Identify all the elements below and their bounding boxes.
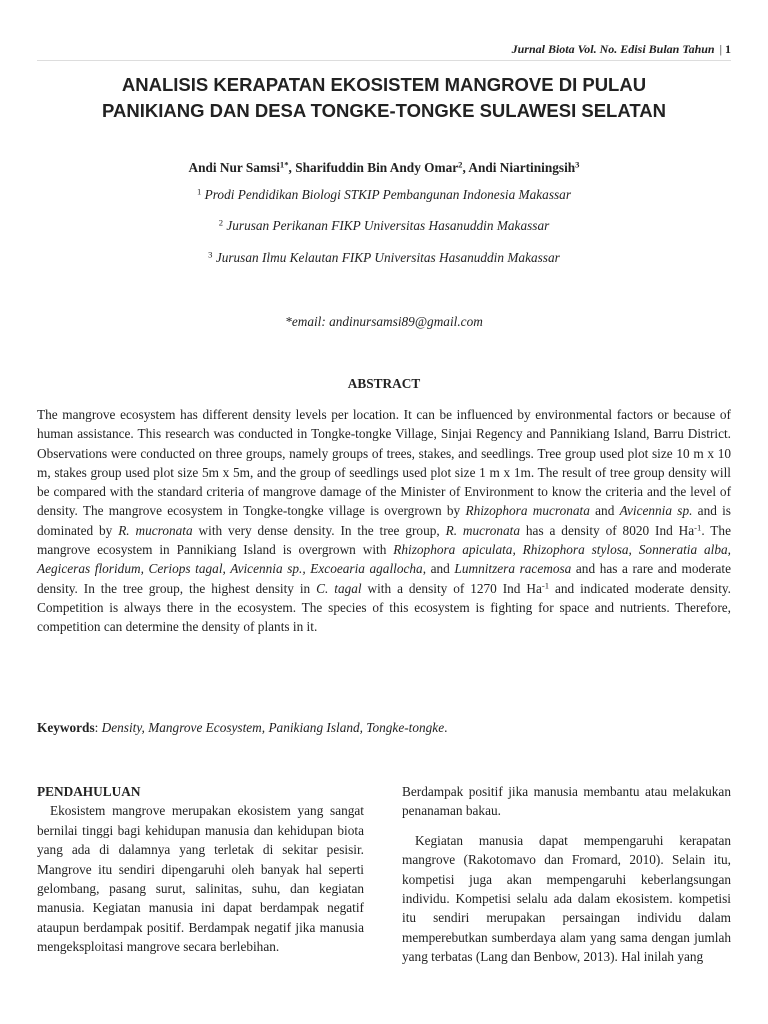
body-column-left	[37, 782, 364, 957]
paper-title	[37, 72, 731, 124]
abstract-text: and indicated moderate density. Competition is always there in the ecosystem. The species of this ecosystem is fighting for space and nutrients. Therefore, competition can determine the density of plants in it.	[37, 580, 732, 635]
body-column-right	[402, 782, 731, 967]
author-list: Andi Nur Samsi$^{1*}$, Sharifuddin Bin Andy Omar$^2$, Andi Niartiningsih$^3$	[188, 159, 580, 175]
header-rule	[37, 60, 731, 61]
unit-exponent: -1	[541, 579, 550, 590]
title-line-1: ANALISIS KERAPATAN EKOSISTEM MANGROVE DI PULAU	[121, 74, 647, 95]
species-name: Rhizophora mucronata	[465, 503, 590, 519]
author-name: Sharifuddin Bin Andy Omar	[295, 160, 459, 175]
journal-name: Jurnal Biota Vol. No. Edisi Bulan Tahun	[511, 42, 715, 56]
body-paragraph: Berdampak positif jika manusia membantu atau melakukan penanaman bakau.	[402, 784, 731, 819]
body-paragraph: Ekosistem mangrove merupakan ekosistem yang sangat bernilai tinggi bagi kehidupan manusia dan kehidupan biota yang ada di dalamnya yang terletak di sekitar pesisir. Mangrove itu sendiri dipengaruhi oleh banyak hal seperti gelombang, pasang surut, salinitas, suhu, dan kegiatan manusia. Kegiatan manusia ini dapat berdampak negatif ataupun berdampak positif. Berdampak negatif jika manusia mengeksploitasi mangrove secara berlebihan.	[37, 803, 364, 955]
unit-exponent: -1	[694, 522, 702, 533]
abstract-text: with a density of 1270 Ind Ha	[361, 580, 542, 596]
section-title: PENDAHULUAN	[37, 784, 141, 799]
author-sup: 3	[575, 159, 580, 170]
email-line: *email: andinursamsi89@gmail.com	[285, 314, 483, 329]
species-name: R. mucronata	[445, 522, 521, 538]
keywords-line	[37, 720, 731, 736]
abstract-text: and has a rare and moderate density. In the tree group, the highest density in	[37, 561, 732, 596]
keywords-label: Keywords	[37, 720, 95, 735]
affiliation-sup: 3	[208, 249, 213, 260]
affiliation-1	[37, 187, 731, 203]
abstract-heading: ABSTRACT	[347, 376, 421, 391]
abstract-text: The mangrove ecosystem has different density levels per location. It can be influenced by environmental factors or because of human assistance. This research was conducted in Tongke-tongke Village, Sinjai Regency and Pannikiang Island, Barru District. Observations were conducted on three groups, namely groups of trees, stakes, and seedlings. Tree group used plot size 10 m x 10 m, stakes group used plot size 5m x 5m, and the group of seedlings used plot size 1 m x 1m. The result of tree group density will be compared with the standard criteria of mangrove damage of the Minister of Environment to know the criteria and the level of density. The mangrove ecosystem in Tongke-tongke village is overgrown by	[37, 407, 731, 519]
affiliation-2	[37, 218, 731, 234]
species-name: R. mucronata	[118, 522, 193, 538]
affiliation-sup: 1	[196, 186, 202, 197]
keywords-end: .	[444, 720, 448, 735]
abstract-body	[37, 405, 731, 637]
abstract-text: . The mangrove ecosystem in Pannikiang Island is overgrown with	[37, 522, 731, 558]
abstract-text: has a density of 8020 Ind Ha	[520, 522, 695, 538]
species-name: Lumnitzera racemosa	[454, 561, 572, 577]
species-name: C. tagal	[316, 580, 362, 596]
affiliation-sup: 2	[218, 217, 224, 228]
species-name: Avicennia sp.	[619, 503, 693, 519]
abstract-text: with very dense density. In the tree group,	[192, 522, 446, 538]
title-line-2: PANIKIANG DAN DESA TONGKE-TONGKE SULAWESI SELATAN	[102, 100, 666, 121]
species-name: Rhizophora apiculata, Rhizophora stylosa, Sonneratia alba, Aegiceras floridum, Ceriops tagal, Avicennia sp., Excoearia agallocha	[37, 542, 731, 577]
header-separator: |	[719, 42, 722, 56]
affiliation-text: Jurusan Perikanan FIKP Universitas Hasanuddin Makassar	[226, 218, 550, 233]
affiliation-text: Prodi Pendidikan Biologi STKIP Pembangunan Indonesia Makassar	[204, 187, 571, 202]
abstract-text: , and	[422, 561, 455, 577]
author-sup: 1*	[279, 159, 289, 170]
author-sup: 2	[458, 159, 463, 170]
affiliation-text: Jurusan Ilmu Kelautan FIKP Universitas Hasanuddin Makassar	[215, 250, 560, 265]
author-name: Andi Niartiningsih	[468, 160, 576, 175]
affiliation-3	[37, 250, 731, 266]
abstract-text: and is dominated by	[37, 503, 731, 538]
page-number: 1	[725, 42, 731, 56]
keywords-text: Density, Mangrove Ecosystem, Panikiang Island, Tongke-tongke	[101, 720, 445, 735]
body-paragraph: Kegiatan manusia dapat mempengaruhi kerapatan mangrove (Rakotomavo dan Fromard, 2010). Selain itu, kompetisi juga akan mempengaruhi keberlangsungan individu. Kompetisi selalu ada dalam ekosistem. kompetisi itu sendiri merupakan persaingan individu dalam memperebutkan sumberdaya alam yang sama dengan jumlah yang terbatas (Lang dan Benbow, 2013). Hal inilah yang	[402, 832, 731, 965]
keywords-colon: :	[94, 720, 102, 735]
abstract-text: and	[589, 503, 620, 519]
running-header	[512, 42, 731, 57]
author-name: Andi Nur Samsi	[188, 160, 280, 175]
